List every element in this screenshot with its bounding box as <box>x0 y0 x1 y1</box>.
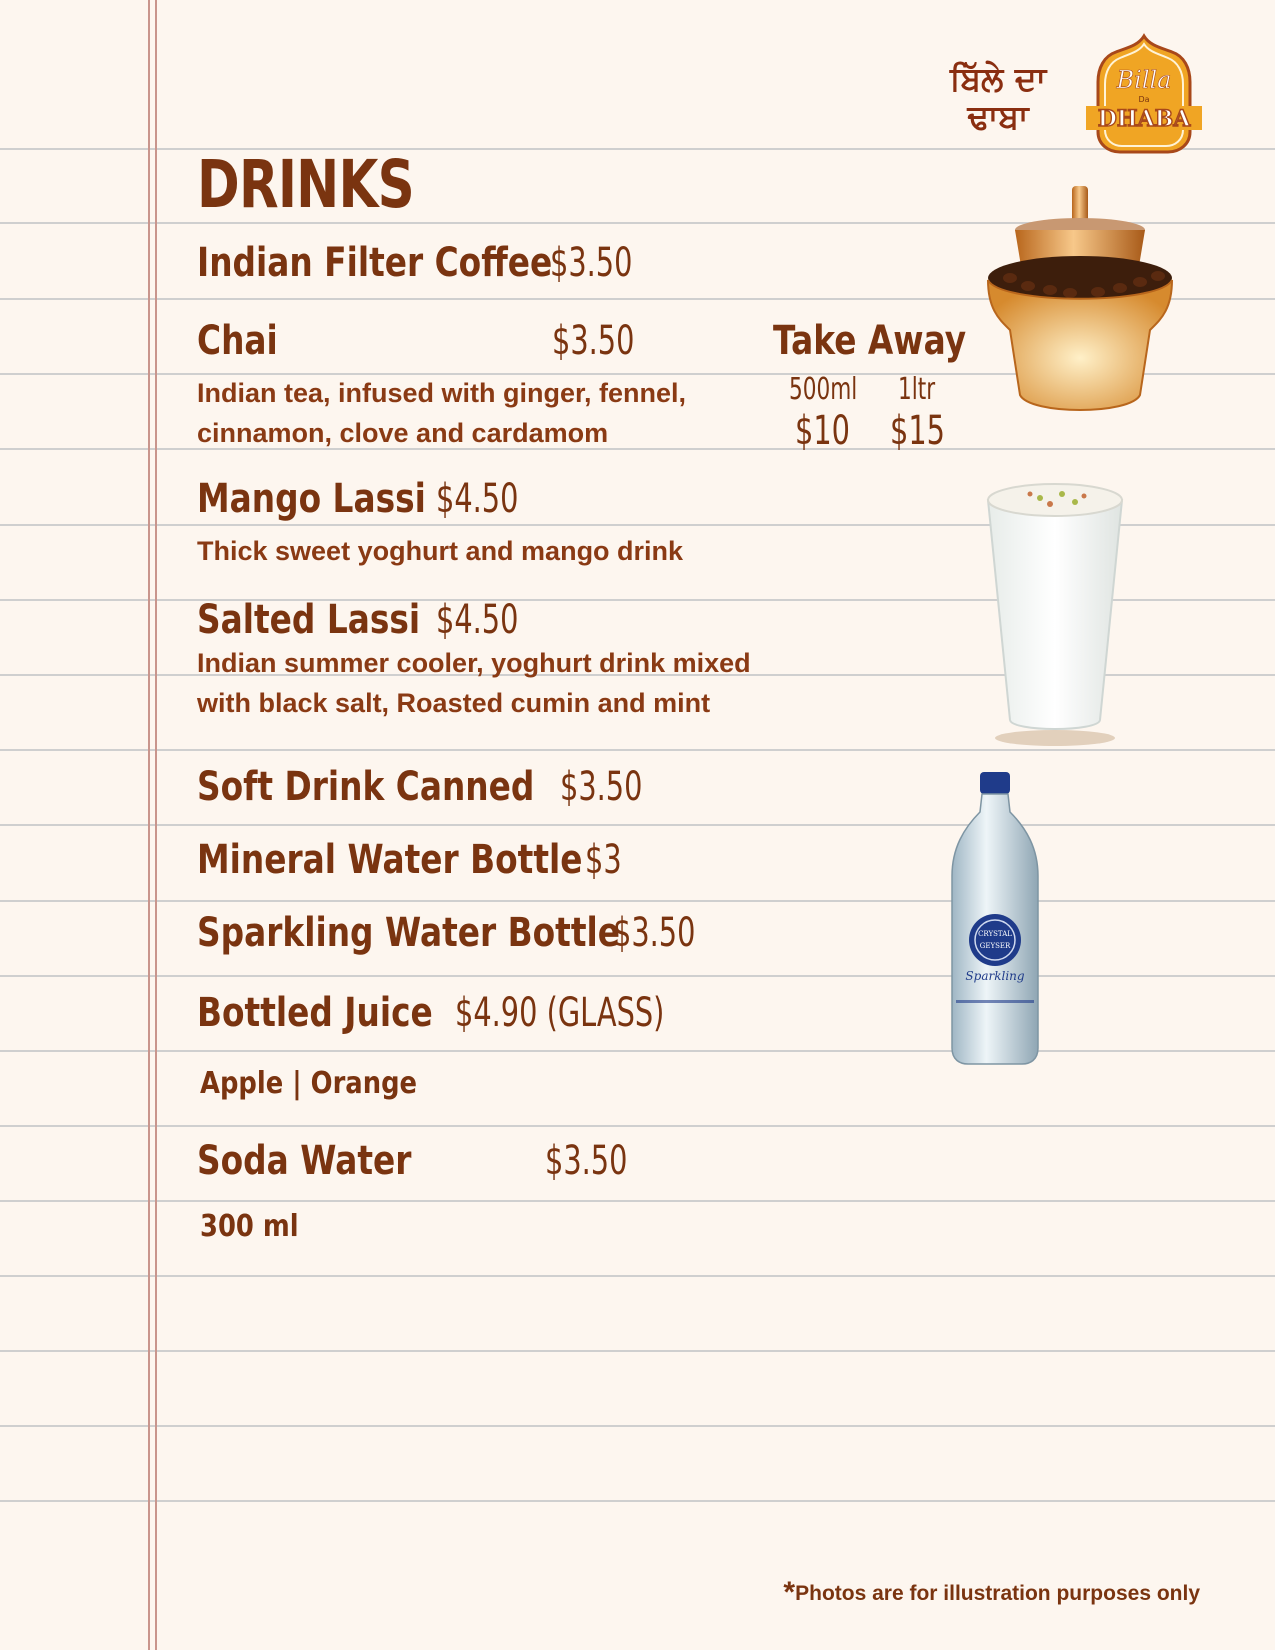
punjabi-line-2: ਢਾਬਾ <box>967 97 1029 136</box>
menu-item-price: $3.50 <box>545 1138 628 1184</box>
dhaba-emblem <box>1080 32 1208 160</box>
page-title: DRINKS <box>197 146 414 223</box>
menu-item-price: $4.50 <box>436 597 519 643</box>
emblem-script: Billa <box>1116 66 1172 94</box>
menu-item-name: Salted Lassi <box>197 597 421 643</box>
rule-line <box>0 1275 1275 1277</box>
lassi-glass-image <box>980 470 1130 760</box>
juice-options: Apple | Orange <box>200 1066 418 1101</box>
menu-item-name: Soda Water <box>197 1138 412 1184</box>
footnote-star: * <box>783 1576 796 1609</box>
rule-line <box>0 1125 1275 1127</box>
menu-item-name: Mineral Water Bottle <box>197 837 583 883</box>
margin-line <box>148 0 150 1650</box>
rule-line <box>0 1050 1275 1052</box>
takeaway-size: 1ltr <box>898 372 936 407</box>
photo-disclaimer <box>783 1576 1200 1610</box>
takeaway-price: $15 <box>890 408 945 454</box>
filter-coffee-image <box>970 180 1190 440</box>
bottle-brand-line2: GEYSER <box>979 942 1011 950</box>
menu-item-price: $3.50 <box>560 764 643 810</box>
punjabi-line-1: ਬਿੱਲੇ ਦਾ <box>949 59 1047 98</box>
menu-item-name: Soft Drink Canned <box>197 764 535 810</box>
bottle-brand-line1: CRYSTAL <box>978 930 1012 938</box>
menu-item-price: $4.50 <box>436 476 519 522</box>
menu-item-name: Chai <box>197 318 278 364</box>
menu-item-name: Mango Lassi <box>197 476 426 522</box>
menu-item-price: $3 <box>585 837 622 883</box>
rule-line <box>0 1500 1275 1502</box>
margin-line <box>155 0 157 1650</box>
menu-item-price: $3.50 <box>552 318 635 364</box>
menu-item-description: Thick sweet yoghurt and mango drink <box>197 536 684 566</box>
takeaway-size: 500ml <box>789 372 858 407</box>
menu-item-price: $3.50 <box>550 240 633 286</box>
takeaway-price: $10 <box>795 408 850 454</box>
menu-item-description: with black salt, Roasted cumin and mint <box>197 688 711 718</box>
menu-item-name: Sparkling Water Bottle <box>197 910 621 956</box>
emblem-small: Da <box>1138 95 1150 104</box>
rule-line <box>0 1350 1275 1352</box>
sparkling-water-bottle-image <box>938 768 1058 1098</box>
takeaway-label: Take Away <box>773 318 967 364</box>
punjabi-name <box>928 60 1068 136</box>
menu-item-name: Bottled Juice <box>197 990 433 1036</box>
rule-line <box>0 1200 1275 1202</box>
menu-item-description: Indian summer cooler, yoghurt drink mixed <box>197 648 751 678</box>
menu-item-description: cinnamon, clove and cardamom <box>197 418 609 448</box>
rule-line <box>0 448 1275 450</box>
menu-item-description: Indian tea, infused with ginger, fennel, <box>197 378 687 408</box>
rule-line <box>0 900 1275 902</box>
bottle-variant: Sparkling <box>965 969 1025 983</box>
menu-item-name: Indian Filter Coffee <box>197 240 553 286</box>
menu-item-price: $3.50 <box>613 910 696 956</box>
footnote-text: Photos are for illustration purposes only <box>795 1582 1200 1605</box>
rule-line <box>0 1425 1275 1427</box>
restaurant-logo <box>928 32 1208 162</box>
rule-line <box>0 975 1275 977</box>
emblem-name: DHABA <box>1097 106 1191 132</box>
rule-line <box>0 824 1275 826</box>
menu-item-price: $4.90 (GLASS) <box>455 990 665 1036</box>
soda-size: 300 ml <box>200 1209 299 1244</box>
